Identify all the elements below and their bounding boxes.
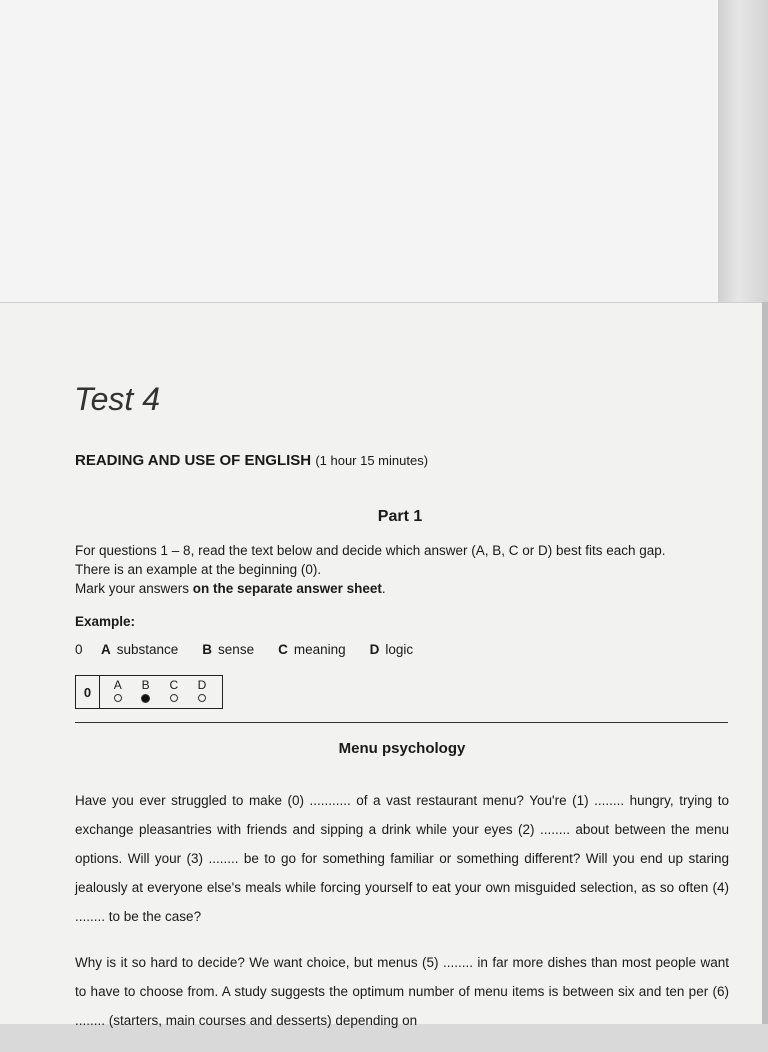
answer-choice-b: [141, 678, 150, 708]
test-title: Test 4: [74, 381, 160, 417]
option-text: sense: [218, 642, 255, 657]
example-answer-box: [75, 675, 223, 709]
example-option-a: [101, 642, 178, 657]
option-text: meaning: [293, 642, 346, 657]
answer-choice-letter: B: [141, 678, 150, 692]
answer-choice-d: [198, 678, 207, 708]
instruction-line-3: [75, 579, 735, 598]
answer-box-number: 0: [76, 676, 100, 708]
option-letter: A: [101, 642, 111, 657]
option-letter: B: [202, 642, 213, 657]
article-paragraph-2: Why is it so hard to decide? We want choice, but menus (5) ........ in far more dishes than most people want to have to choose from. A study suggests the optimum number of menu items is between six and ten per (6) ........ (starters, main courses and desserts) depending on: [75, 955, 729, 1028]
article-paragraph-1: Have you ever struggled to make (0) ........... of a vast restaurant menu? You're (1) ........ hungry, trying to exchange pleasantries with friends and sipping a drink while your eyes (2) ........ about between the menu options. Will your (3) ........ be to go for something familiar or something different? Will you end up staring jealously at everyone else's meals while forcing yourself to eat your own misguided selection, as so often (4) ........ to be the case?: [75, 793, 729, 924]
answer-choice-letter: C: [169, 678, 179, 692]
answer-bubble: [170, 694, 178, 702]
example-number: 0: [75, 642, 83, 657]
answer-box-choices: [100, 676, 222, 708]
section-heading: [75, 452, 428, 469]
instruction-line-3-suffix: .: [381, 581, 386, 596]
instruction-line-3-prefix: Mark your answers: [75, 581, 193, 596]
answer-bubble: [114, 694, 122, 702]
option-letter: C: [278, 642, 288, 657]
option-text: logic: [385, 642, 414, 657]
example-option-d: [370, 642, 414, 657]
answer-choice-letter: D: [197, 678, 207, 692]
exam-page: [0, 302, 762, 1028]
page-edge-shadow: [762, 302, 768, 1024]
example-label: Example:: [75, 614, 136, 629]
instruction-line-3-bold: on the separate answer sheet: [192, 581, 382, 596]
instructions: [75, 541, 735, 598]
article-body: [75, 786, 729, 1052]
answer-choice-a: [114, 678, 122, 708]
answer-choice-letter: A: [113, 678, 122, 692]
instruction-line-1: For questions 1 – 8, read the text below and decide which answer (A, B, C or D) best fits each gap.: [75, 543, 666, 558]
part-title: Part 1: [377, 508, 423, 525]
section-name: READING AND USE OF ENGLISH: [75, 452, 312, 469]
option-letter: D: [369, 642, 380, 657]
answer-bubble: [198, 694, 206, 702]
divider: [75, 722, 728, 723]
instruction-line-2: There is an example at the beginning (0).: [75, 562, 322, 577]
page-edge-shadow: [718, 0, 768, 302]
section-duration: (1 hour 15 minutes): [315, 453, 429, 468]
example-option-c: [278, 642, 346, 657]
example-options: [75, 642, 437, 657]
previous-page: [0, 0, 718, 302]
answer-choice-c: [170, 678, 179, 708]
example-option-b: [202, 642, 254, 657]
article-title: Menu psychology: [338, 740, 466, 757]
answer-bubble: [141, 694, 150, 703]
option-text: substance: [116, 642, 179, 657]
